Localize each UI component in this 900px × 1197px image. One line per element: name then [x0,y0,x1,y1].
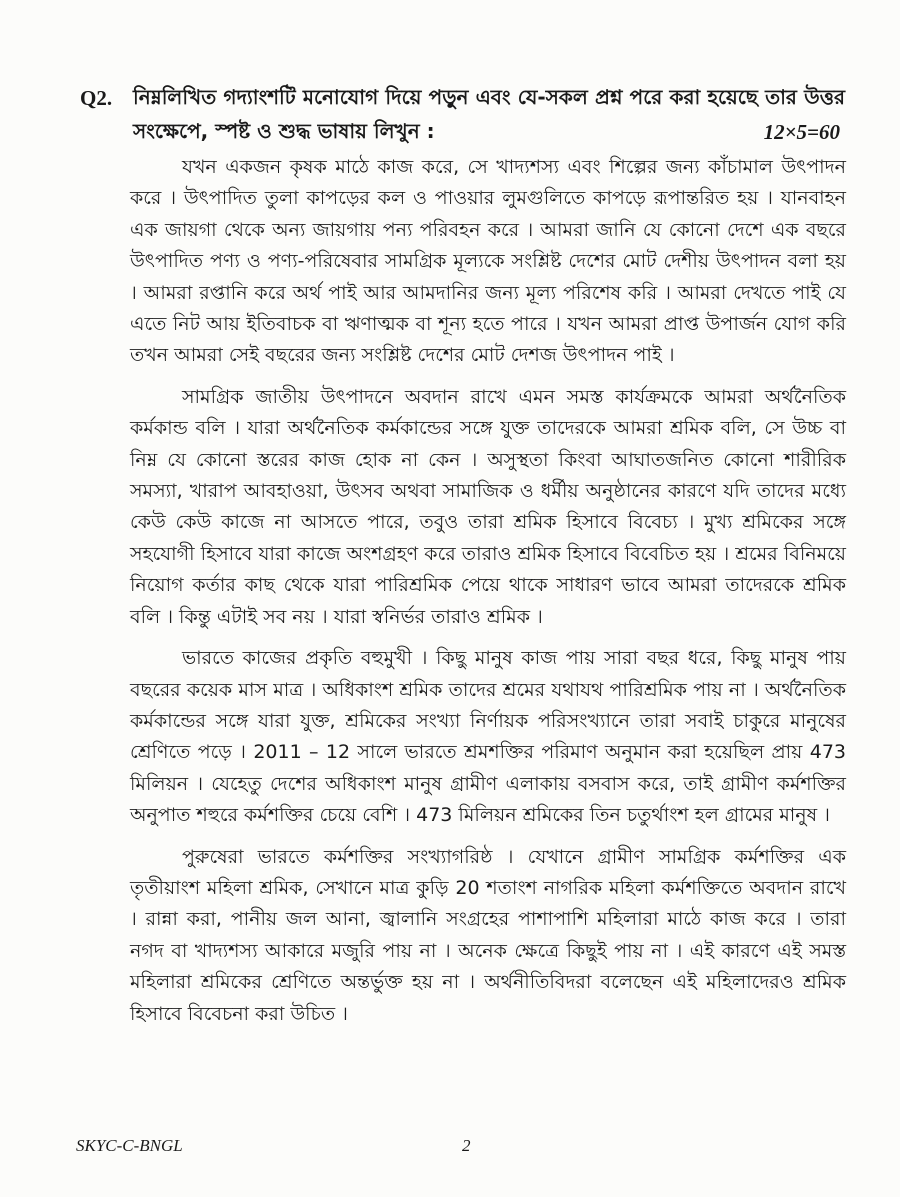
passage [130,152,846,1030]
page-number: 2 [462,1136,471,1155]
passage-paragraph-3: ভারতে কাজের প্রকৃতি বহুমুখী । কিছু মানুষ কাজ পায় সারা বছর ধরে, কিছু মানুষ পায় বছরের কয়েক মাস মাত্র । অধিকাংশ শ্রমিক তাদের শ্রমের যথাযথ পারিশ্রমিক পায় না । অর্থনৈতিক কর্মকান্ডের সঙ্গে যারা যুক্ত, শ্রমিকের সংখ্যা নির্ণায়ক পরিসংখ্যানে তারা সবাই চাকুরে মানুষের শ্রেণিতে পড়ে । 2011 – 12 সালে ভারতে শ্রমশক্তির পরিমাণ অনুমান করা হয়েছিল প্রায় 473 মিলিয়ন । যেহেতু দেশের অধিকাংশ মানুষ গ্রামীণ এলাকায় বসবাস করে, তাই গ্রামীণ কর্মশক্তির অনুপাত শহুরে কর্মশক্তির চেয়ে বেশি । 473 মিলিয়ন শ্রমিকের তিন চতুর্থাংশ হল গ্রামের মানুষ । [130,647,846,827]
passage-paragraph-1: যখন একজন কৃষক মাঠে কাজ করে, সে খাদ্যশস্য এবং শিল্পের জন্য কাঁচামাল উৎপাদন করে । উৎপাদিত তুলা কাপড়ের কল ও পাওয়ার লুমগুলিতে কাপড়ে রূপান্তরিত হয় । যানবাহন এক জায়গা থেকে অন্য জায়গায় পন্য পরিবহন করে । আমরা জানি যে কোনো দেশে এক বছরে উৎপাদিত পণ্য ও পণ্য-পরিষেবার সামগ্রিক মূল্যকে সংশ্লিষ্ট দেশের মোট দেশীয় উৎপাদন বলা হয় । আমরা রপ্তানি করে অর্থ পাই আর আমদানির জন্য মূল্য পরিশেষ করি । আমরা দেখতে পাই যে এতে নিট আয় ইতিবাচক বা ঋণাত্মক বা শূন্য হতে পারে । যখন আমরা প্রাপ্ত উপার্জন যোগ করি তখন আমরা সেই বছরের জন্য সংশ্লিষ্ট দেশের মোট দেশজ উৎপাদন পাই । [130,156,846,367]
paper-code: SKYC-C-BNGL [76,1136,183,1155]
marks-allocation: 12×5=60 [763,120,840,144]
passage-paragraph-4: পুরুষেরা ভারতে কর্মশক্তির সংখ্যাগরিষ্ঠ । যেখানে গ্রামীণ সামগ্রিক কর্মশক্তির এক তৃতীয়াংশ মহিলা শ্রমিক, সেখানে মাত্র কুড়ি 20 শতাংশ নাগরিক মহিলা কর্মশক্তিতে অবদান রাখে । রান্না করা, পানীয় জল আনা, জ্বালানি সংগ্রহের পাশাপাশি মহিলারা মাঠে কাজ করে । তারা নগদ বা খাদ্যশস্য আকারে মজুরি পায় না । অনেক ক্ষেত্রে কিছুই পায় না । এই কারণে এই সমস্ত মহিলারা শ্রমিকের শ্রেণিতে অন্তর্ভুক্ত হয় না । অর্থনীতিবিদরা বলেছেন এই মহিলাদেরও শ্রমিক হিসাবে বিবেচনা করা উচিত । [130,845,846,1025]
passage-paragraph-2: সামগ্রিক জাতীয় উৎপাদনে অবদান রাখে এমন সমস্ত কার্যক্রমকে আমরা অর্থনৈতিক কর্মকান্ড বলি । যারা অর্থনৈতিক কর্মকান্ডের সঙ্গে যুক্ত তাদেরকে আমরা শ্রমিক বলি, সে উচ্চ বা নিম্ন যে কোনো স্তরের কাজ হোক না কেন । অসুস্থতা কিংবা আঘাতজনিত কোনো শারীরিক সমস্যা, খারাপ আবহাওয়া, উৎসব অথবা সামাজিক ও ধর্মীয় অনুষ্ঠানের কারণে যদি তাদের মধ্যে কেউ কেউ কাজে না আসতে পারে, তবুও তারা শ্রমিক হিসাবে বিবেচ্য । মুখ্য শ্রমিকের সঙ্গে সহযোগী হিসাবে যারা কাজে অংশগ্রহণ করে তারাও শ্রমিক হিসাবে বিবেচিত হয় । শ্রমের বিনিময়ে নিয়োগ কর্তার কাছ থেকে যারা পারিশ্রমিক পেয়ে থাকে সাধারণ ভাবে আমরা তাদেরকে শ্রমিক বলি । কিন্তু এটাই সব নয় । যারা স্বনির্ভর তারাও শ্রমিক । [130,385,846,628]
question-number: Q2. [80,86,113,110]
question-instruction: নিম্নলিখিত গদ্যাংশটি মনোযোগ দিয়ে পড়ুন এবং যে-সকল প্রশ্ন পরে করা হয়েছে তার উত্তর সংক্ষেপে, স্পষ্ট ও শুদ্ধ ভাষায় লিখুন : [133,85,845,143]
